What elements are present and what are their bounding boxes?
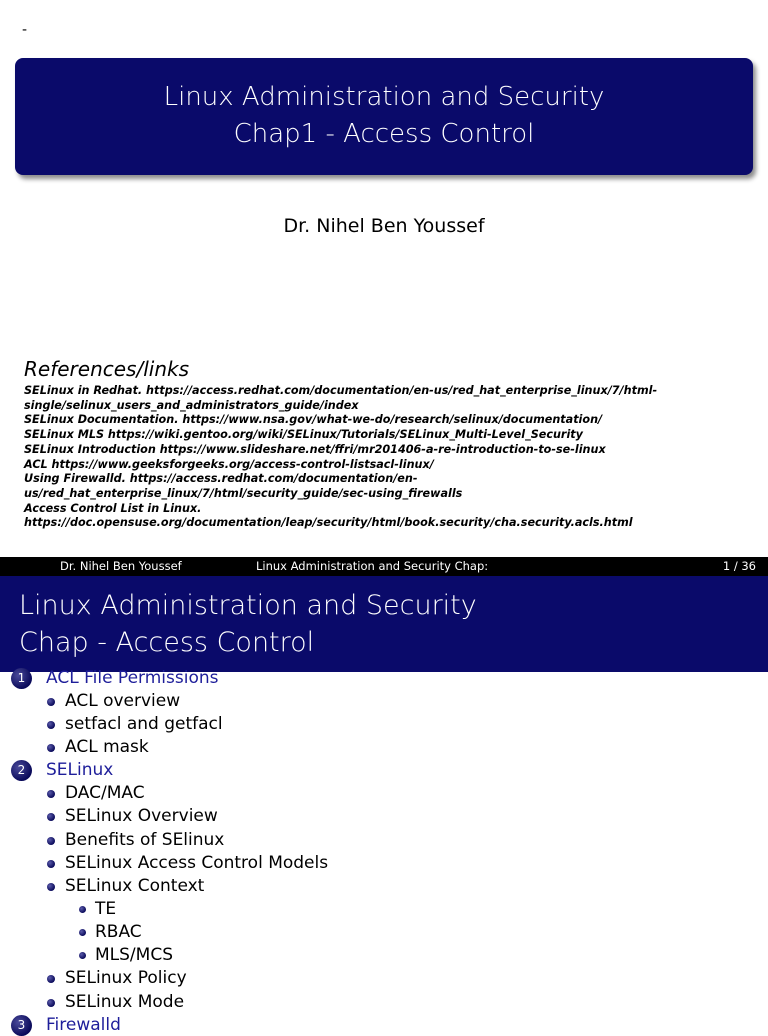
reference-line: SELinux MLS https://wiki.gentoo.org/wiki/SELinux/Tutorials/SELinux_Multi-Level_Security xyxy=(24,428,583,442)
reference-line: ACL https://www.geeksforgeeks.org/access-control-listsacl-linux/ xyxy=(24,457,434,471)
toc-item[interactable]: DAC/MAC xyxy=(65,783,145,803)
toc-item[interactable]: SELinux Policy xyxy=(65,968,187,988)
section-number-badge: 3 xyxy=(11,1015,32,1036)
toc-section-selinux[interactable]: SELinux xyxy=(46,760,114,780)
reference-line: Access Control List in Linux. xyxy=(24,501,202,515)
toc-section-firewalld[interactable]: Firewalld xyxy=(46,1015,121,1035)
bullet-icon xyxy=(47,790,55,798)
title-box xyxy=(15,58,753,175)
toc-item[interactable]: Benefits of SElinux xyxy=(65,830,225,850)
author-name: Dr. Nihel Ben Youssef xyxy=(283,215,485,237)
toc-item[interactable]: SELinux Context xyxy=(65,876,205,896)
reference-line: SELinux in Redhat. https://access.redhat.com/documentation/en-us/red_hat_enterprise_linux/7/html- xyxy=(24,384,658,397)
bullet-icon xyxy=(47,975,55,983)
toc-item[interactable]: ACL overview xyxy=(65,691,181,711)
toc-section-acl[interactable]: ACL File Permissions xyxy=(46,668,219,688)
page-dash: - xyxy=(22,22,28,38)
title-line-1: Linux Administration and Security xyxy=(163,82,605,112)
bullet-icon xyxy=(47,813,55,821)
reference-line: SELinux Documentation. https://www.nsa.gov/what-we-do/research/selinux/documentation/ xyxy=(24,413,603,427)
references-heading: References/links xyxy=(24,357,189,381)
reference-line: https://doc.opensuse.org/documentation/leap/security/html/book.security/cha.security.acls.html xyxy=(24,516,633,530)
title-line-2: Chap1 - Access Control xyxy=(233,119,535,149)
toc-subitem[interactable]: MLS/MCS xyxy=(95,945,173,965)
reference-line: SELinux Introduction https://www.slideshare.net/ffri/mr201406-a-re-introduction-to-se-linux xyxy=(24,442,606,456)
toc-item[interactable]: SELinux Mode xyxy=(65,992,185,1012)
footer-title: Linux Administration and Security Chap: xyxy=(256,559,489,573)
reference-line: single/selinux_users_and_administrators_guide/index xyxy=(24,398,359,412)
references-list xyxy=(24,384,744,531)
bullet-icon xyxy=(47,721,55,729)
toc-item[interactable]: setfacl and getfacl xyxy=(65,714,223,734)
bullet-icon xyxy=(47,837,55,845)
reference-line: Using Firewalld. https://access.redhat.com/documentation/en- xyxy=(24,472,418,486)
bullet-icon xyxy=(47,698,55,706)
footer-page-number: 1 / 36 xyxy=(722,559,756,573)
toc-subitem[interactable]: TE xyxy=(95,899,117,919)
toc-subitem[interactable]: RBAC xyxy=(95,922,142,942)
reference-line: us/red_hat_enterprise_linux/7/html/security_guide/sec-using_firewalls xyxy=(24,486,463,500)
slide2-title-line-1: Linux Administration and Security xyxy=(19,590,477,621)
section-number-badge: 1 xyxy=(11,668,32,689)
toc-item[interactable]: SELinux Access Control Models xyxy=(65,853,329,873)
slide2-title-line-2: Chap - Access Control xyxy=(19,627,315,658)
slide2-header xyxy=(0,576,768,672)
sub-bullet-icon xyxy=(79,929,86,936)
toc-item[interactable]: SELinux Overview xyxy=(65,806,218,826)
section-number-badge: 2 xyxy=(11,760,32,781)
footer-author: Dr. Nihel Ben Youssef xyxy=(60,559,182,573)
sub-bullet-icon xyxy=(79,906,86,913)
bullet-icon xyxy=(47,883,55,891)
bullet-icon xyxy=(47,744,55,752)
toc-item[interactable]: ACL mask xyxy=(65,737,149,757)
bullet-icon xyxy=(47,999,55,1007)
bullet-icon xyxy=(47,860,55,868)
slide-footer xyxy=(0,557,768,576)
sub-bullet-icon xyxy=(79,952,86,959)
